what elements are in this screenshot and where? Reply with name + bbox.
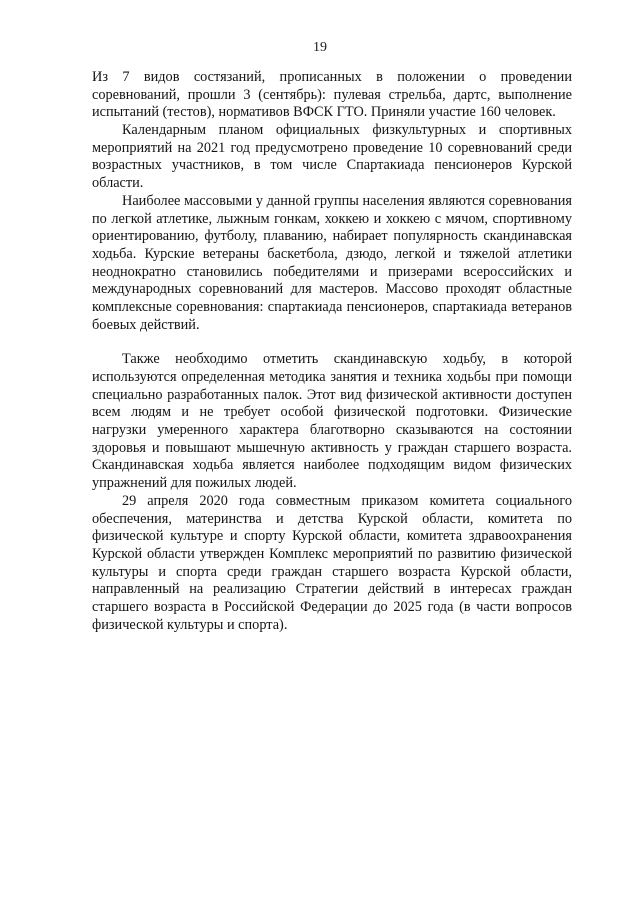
text-line: нагрузки умеренного характера благотворно сказываются на состоянии [92,422,572,439]
document-body [92,69,572,634]
page-number: 19 [313,40,327,55]
paragraph-calendar-plan [92,122,572,193]
text-line: физической культуре и спорту Курской области, комитета здравоохранения [92,528,572,545]
text-line: международных соревнований для мастеров. Массово проходят областные [92,281,572,298]
text-line: всем людям и не требует особой физической подготовки. Физические [92,404,572,421]
text-line: мероприятий на 2021 год предусмотрено проведение 10 соревнований среди [92,139,572,156]
text-line: ходьба. Курские ветераны баскетбола, дзюдо, легкой и тяжелой атлетики [92,245,572,262]
text-line: старшего возраста в Российской Федерации до 2025 года (в части вопросов [92,598,572,615]
text-line: Из 7 видов состязаний, прописанных в положении о проведении [92,69,572,85]
text-line: Также необходимо отметить скандинавскую ходьбу, в которой [122,351,572,368]
paragraph-mass-competitions [92,193,572,335]
text-line: Курской области утвержден Комплекс мероприятий по развитию физической [92,545,572,562]
text-line: боевых действий. [92,316,200,333]
text-line: направленный на реализацию Стратегии действий в интересах граждан [92,581,572,598]
text-line: возрастных участников, в том числе Спартакиада пенсионеров Курской [92,157,572,174]
paragraph-order-april-2020 [92,493,572,635]
text-line: по легкой атлетике, лыжным гонкам, хоккею и хоккею с мячом, спортивному [92,210,572,227]
text-line: Календарным планом официальных физкультурных и спортивных [122,122,572,139]
text-line: культуры и спорта среди граждан старшего возраста Курской области, [92,563,572,580]
text-line: специально разработанных палок. Этот вид физической активности доступен [92,386,572,403]
text-line: упражнений для пожилых людей. [92,475,297,492]
text-line: используются определенная методика занятия и техника ходьбы при помощи [92,369,572,385]
text-line: испытаний (тестов), нормативов ВФСК ГТО. Приняли участие 160 человек. [92,104,556,121]
paragraph-nordic-walking [92,351,572,493]
text-line: 29 апреля 2020 года совместным приказом комитета социального [122,492,572,509]
text-line: Наиболее массовыми у данной группы населения являются соревнования [122,192,572,209]
text-line: неоднократно становились победителями и призерами всероссийских и [92,263,572,280]
text-line: ориентированию, футболу, плаванию, набирает популярность скандинавская [92,228,572,245]
text-line: обеспечения, материнства и детства Курской области, комитета по [92,510,572,527]
text-line: Скандинавская ходьба является наиболее подходящим видом физических [92,457,572,474]
text-line: здоровья и повышают мышечную активность у граждан старшего возраста. [92,439,572,456]
text-line: комплексные соревнования: спартакиада пенсионеров, спартакиада ветеранов [92,298,572,315]
text-line: области. [92,175,144,192]
text-line: соревнований, прошли 3 (сентябрь): пулевая стрельба, дартс, выполнение [92,86,572,103]
paragraph-competitions-results [92,69,572,122]
text-line: физической культуры и спорта). [92,616,288,633]
